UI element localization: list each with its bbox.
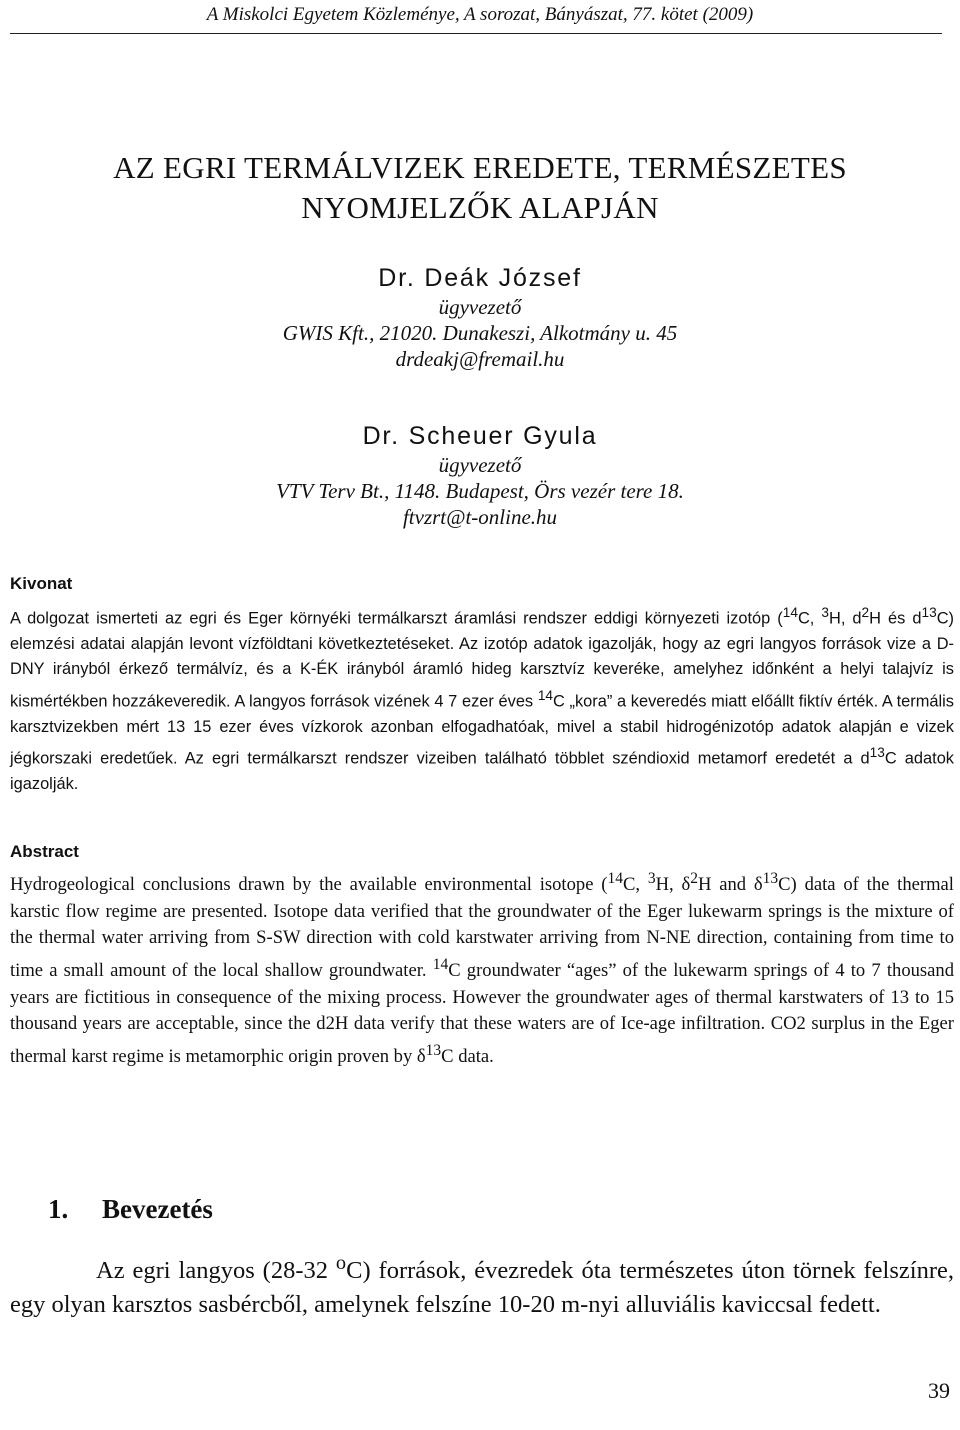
author-name: Dr. Scheuer Gyula — [362, 422, 598, 450]
section-title: Bevezetés — [102, 1194, 213, 1224]
title-line-1: AZ EGRI TERMÁLVIZEK EREDETE, TERMÉSZETES — [113, 150, 847, 185]
author-affiliation: VTV Terv Bt., 1148. Budapest, Örs vezér tere 18. — [276, 479, 684, 503]
running-header: A Miskolci Egyetem Közleménye, A sorozat, Bányászat, 77. kötet (2009) — [206, 4, 754, 25]
author-block-2 — [0, 420, 960, 530]
abstract-text: Hydrogeological conclusions drawn by the available environmental isotope ($^{14}$C, $^3$H, $\delta^2H$ and $\delta^{13}C$) data of the thermal karstic flow regime are presented. Isotope data verified that the groundwater of the Eger lukewarm springs is the mixture of the thermal water arriving from S-SW direction with cold karstwater arriving from N-NE direction, containing from time to time a small amount of the local shallow groundwater. $^{14}$C groundwater “ages” of the lukewarm springs of 4 to 7 thousand years are fictitious in consequence of the mixing process. However the groundwater ages of thermal karstwaters of 13 to 15 thousand years are acceptable, since the d2H data verify that these waters are of Ice-age infiltration. CO2 surplus in the Eger thermal karst regime is metamorphic origin proven by $\delta^{13}C$ data. — [10, 870, 954, 1068]
paper-title — [0, 148, 960, 228]
kivonat-heading: Kivonat — [10, 574, 73, 593]
section-heading — [48, 1194, 213, 1225]
abstract-section — [10, 842, 954, 1071]
kivonat-text: A dolgozat ismerteti az egri és Eger környéki termálkarszt áramlási rendszer eddigi környezeti izotóp ($^{14}$C, $^3$H, $d^2H$ és $d^{13}C$) elemzési adatai alapján levont vízföldtani következtetéseket. Az izotóp adatok igazolják, hogy az egri langyos források vize a D-DNY irányból érkező termálvíz, és a K-ÉK irányból áramló hideg karsztvíz keveréke, amelyhez időnként a helyi talajvíz is kismértékben hozzákeveredik. A langyos források vizének 4 7 ezer éves $^{14}$C „kora” a keveredés miatt előállt fiktív érték. A termális karsztvizekben mért 13 15 ezer éves vízkorok azonban elfogadhatóak, mivel a stabil hidrogénizotóp adatok alapján e vizek jégkorszaki eredetűek. Az egri termálkarszt rendszer vizeiben található többlet széndioxid metamorf eredetét a $d^{13}C$ adatok igazolják. — [10, 605, 955, 794]
section-number: 1. — [48, 1194, 69, 1224]
author-email: drdeakj@fremail.hu — [395, 347, 565, 371]
author-name: Dr. Deák József — [378, 264, 582, 292]
header-rule — [10, 33, 942, 34]
intro-paragraph: Az egri langyos (28-32 $^o$C) források, évezredek óta természetes úton törnek felszínre, egy olyan karsztos sasbércből, amelynek felszíne 10-20 m-nyi alluviális kaviccsal fedett. — [10, 1252, 954, 1319]
author-role: ügyvezető — [438, 453, 522, 477]
page-number: 39 — [928, 1378, 950, 1403]
author-block-1 — [0, 262, 960, 372]
abstract-heading: Abstract — [10, 842, 79, 861]
author-role: ügyvezető — [438, 295, 522, 319]
author-affiliation: GWIS Kft., 21020. Dunakeszi, Alkotmány u. 45 — [282, 321, 678, 345]
kivonat-section — [10, 574, 954, 798]
author-email: ftvzrt@t-online.hu — [402, 505, 558, 529]
title-line-2: NYOMJELZŐK ALAPJÁN — [301, 190, 659, 225]
